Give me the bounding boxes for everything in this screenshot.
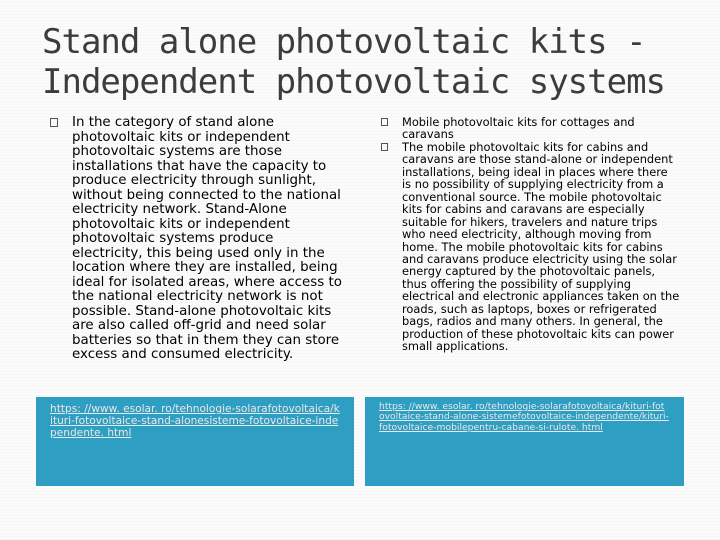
bullet-item <box>46 116 346 363</box>
source-link-box-left <box>36 397 354 486</box>
title-line-2: Independent photovoltaic systems <box>42 62 666 102</box>
bullet-square-icon <box>381 118 388 126</box>
right-column <box>378 116 680 353</box>
title-line-1: Stand alone photovoltaic kits - <box>42 22 646 62</box>
slide-title <box>42 22 702 102</box>
left-column <box>46 116 346 363</box>
bullet-text: Mobile photovoltaic kits for cottages and caravans <box>402 115 635 142</box>
source-link-box-right <box>365 397 684 486</box>
source-link-right[interactable]: https: //www. esolar. ro/tehnologie-solarafotovoltaica/kituri-fotovoltaice-stand-alone-sistemefotovoltaice-independente/kituri-fotovoltaice-mobilepentru-cabane-si-rulote. html <box>379 401 669 433</box>
bullet-item <box>378 116 680 141</box>
bullet-item <box>378 141 680 353</box>
bullet-text: The mobile photovoltaic kits for cabins and caravans are those stand-alone or independent installations, being ideal in places where there is no possibility of supplying electricity from a conventional source. The mobile photovoltaic kits for cabins and caravans are especially suitable for hikers, travelers and nature trips who need electricity, although moving from home. The mobile photovoltaic kits for cabins and caravans produce electricity using the solar energy captured by the photovoltaic panels, thus offering the possibility of supplying electrical and electronic appliances taken on the roads, such as laptops, boxes or refrigerated bags, radios and many others. In general, the production of these photovoltaic kits can power small applications. <box>402 139 680 354</box>
bullet-square-icon <box>381 143 388 151</box>
source-link-left[interactable]: https: //www. esolar. ro/tehnologie-solarafotovoltaica/kituri-fotovoltaice-stand-alonesisteme-fotovoltaice-independente. html <box>50 403 340 439</box>
bullet-text: In the category of stand alone photovoltaic kits or independent photovoltaic systems are those installations that have the capacity to produce electricity through sunlight, without being connected to the national electricity network. Stand-Alone photovoltaic kits or independent photovoltaic systems produce electricity, this being used only in the location where they are installed, being ideal for isolated areas, where access to the national electricity network is not possible. Stand-alone photovoltaic kits are also called off-grid and need solar batteries so that in them they can store excess and consumed electricity. <box>72 115 342 362</box>
bullet-square-icon <box>50 118 58 127</box>
